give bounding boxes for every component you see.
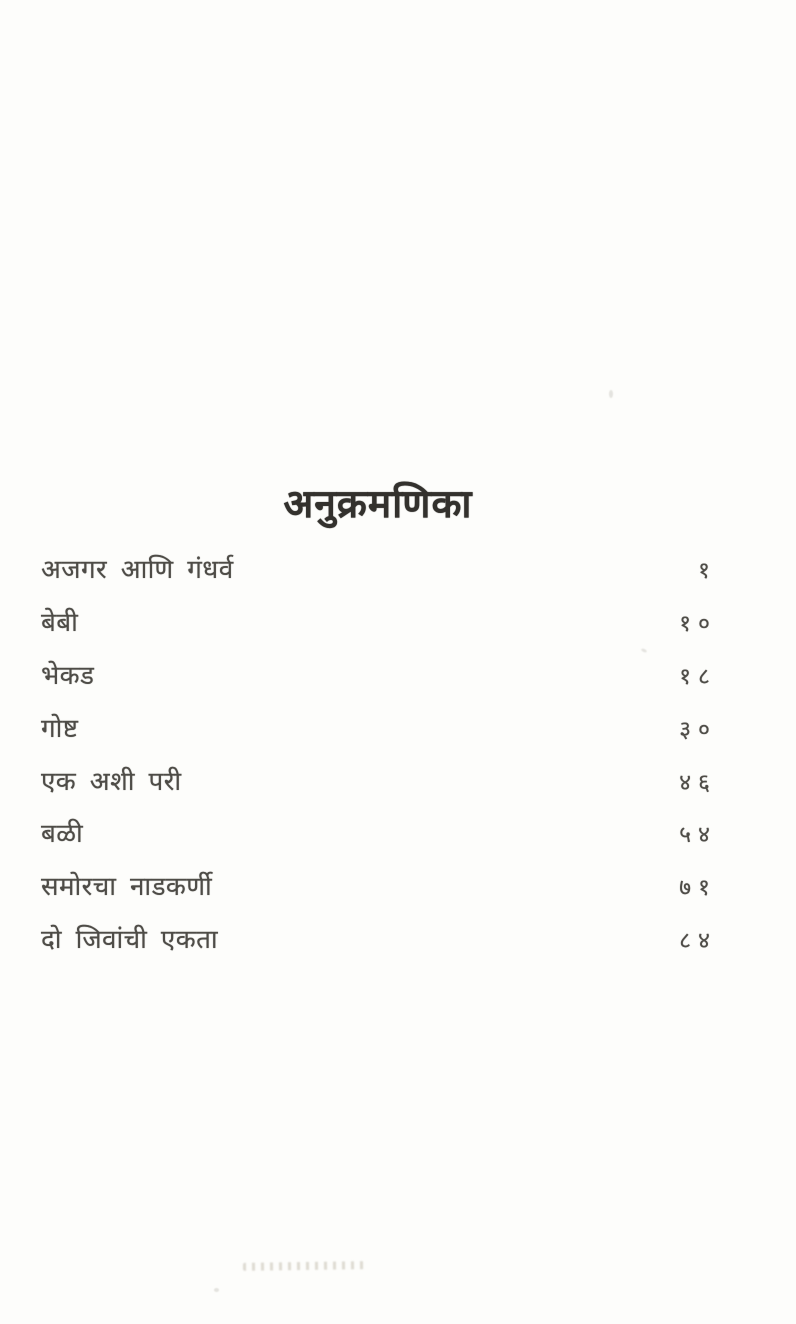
table-of-contents	[41, 556, 717, 979]
story-title: समोरचा नाडकर्णी	[41, 872, 213, 903]
toc-entry	[41, 715, 717, 768]
story-title: बळी	[41, 819, 84, 850]
page-number: ७१	[679, 875, 717, 902]
page-title: अनुक्रमणिका	[283, 482, 473, 527]
scan-smudge	[243, 1261, 365, 1271]
scan-speck	[609, 390, 613, 398]
toc-entry	[41, 768, 717, 821]
story-title: अजगर आणि गंधर्व	[41, 555, 234, 585]
toc-entry	[41, 556, 717, 609]
page-number: ८४	[679, 928, 717, 955]
page-number: १	[698, 558, 717, 584]
page-number: ४६	[679, 769, 717, 796]
page-number: १०	[679, 610, 717, 637]
story-title: दो जिवांची एकता	[41, 925, 219, 956]
story-title: एक अशी परी	[41, 766, 182, 797]
page-number: १८	[679, 663, 717, 690]
story-title: गोष्ट	[41, 713, 79, 744]
toc-entry	[41, 609, 717, 662]
toc-entry	[41, 820, 717, 873]
story-title: भेकड	[41, 660, 95, 691]
toc-entry	[41, 662, 717, 715]
toc-entry	[41, 873, 717, 926]
toc-entry	[41, 926, 717, 979]
page-number: ३०	[679, 716, 717, 743]
scan-speck	[214, 1288, 219, 1292]
story-title: बेबी	[41, 607, 79, 638]
page-number: ५४	[679, 822, 717, 849]
